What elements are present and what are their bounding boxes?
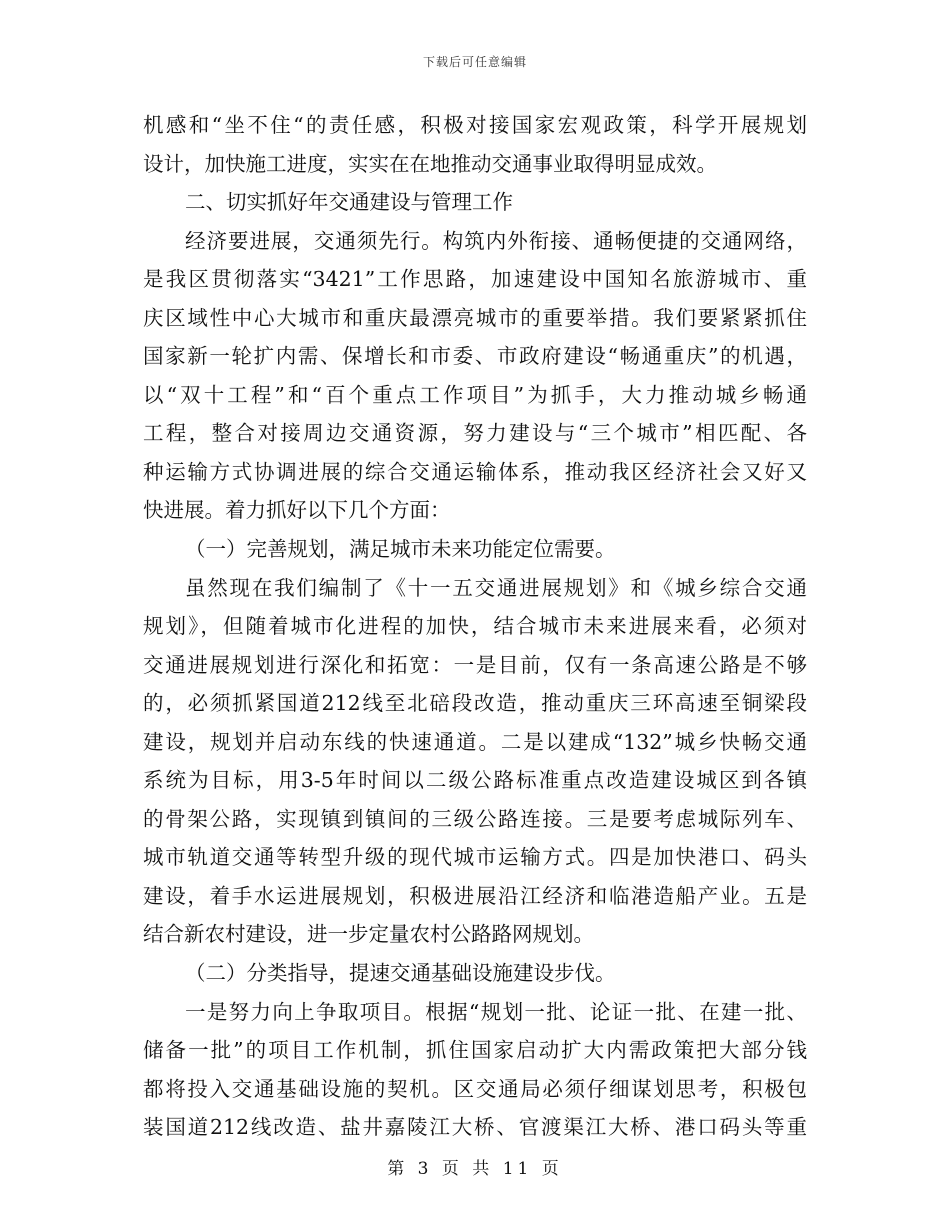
text-line: 规划》，但随着城市化进程的加快，结合城市未来进展来看，必须对	[143, 614, 807, 639]
text-line: 庆区域性中心大城市和重庆最漂亮城市的重要举措。我们要紧紧抓住	[143, 305, 807, 330]
text-line: 建设，规划并启动东线的快速通道。二是以建成“132”城乡快畅交通	[143, 729, 807, 754]
document-body	[143, 106, 807, 1147]
text-line: 二、切实抓好年交通建设与管理工作	[185, 190, 513, 215]
text-line: （一）完善规划，满足城市未来功能定位需要。	[185, 537, 616, 562]
page-header-note: 下载后可任意编辑	[422, 55, 527, 69]
text-line: 国家新一轮扩内需、保增长和市委、市政府建设“畅通重庆”的机遇，	[143, 344, 807, 369]
text-line: 的，必须抓紧国道212线至北碚段改造，推动重庆三环高速至铜梁段	[143, 691, 807, 716]
text-line: 是我区贯彻落实“3421”工作思路，加速建设中国知名旅游城市、重	[143, 267, 807, 292]
text-line: 虽然现在我们编制了《十一五交通进展规划》和《城乡综合交通	[185, 575, 807, 600]
text-line: 结合新农村建设，进一步定量农村公路路网规划。	[143, 922, 594, 947]
text-line: 储备一批”的项目工作机制，抓住国家启动扩大内需政策把大部分钱	[143, 1038, 807, 1063]
text-line: 经济要进展，交通须先行。构筑内外衔接、通畅便捷的交通网络，	[185, 228, 807, 253]
text-line: 设计，加快施工进度，实实在在地推动交通事业取得明显成效。	[143, 151, 717, 176]
text-line: 城市轨道交通等转型升级的现代城市运输方式。四是加快港口、码头	[143, 845, 807, 870]
text-line: 工程，整合对接周边交通资源，努力建设与“三个城市”相匹配、各	[143, 421, 807, 446]
text-line: 快进展。着力抓好以下几个方面：	[143, 498, 451, 523]
text-line: 交通进展规划进行深化和拓宽：一是目前，仅有一条高速公路是不够	[143, 652, 807, 677]
text-line: 机感和“坐不住“的责任感，积极对接国家宏观政策，科学开展规划	[143, 113, 807, 137]
text-line: 的骨架公路，实现镇到镇间的三级公路连接。三是要考虑城际列车、	[143, 806, 807, 831]
page-number-footer: 第 3 页 共 11 页	[387, 1159, 563, 1179]
text-line: 建设，着手水运进展规划，积极进展沿江经济和临港造船产业。五是	[143, 883, 807, 908]
text-line: （二）分类指导，提速交通基础设施建设步伐。	[185, 961, 616, 986]
text-line: 以“双十工程”和“百个重点工作项目”为抓手，大力推动城乡畅通	[143, 382, 807, 407]
text-line: 一是努力向上争取项目。根据“规划一批、论证一批、在建一批、	[185, 999, 807, 1024]
text-line: 系统为目标，用3-5年时间以二级公路标准重点改造建设城区到各镇	[143, 768, 807, 793]
text-line: 装国道212线改造、盐井嘉陵江大桥、官渡渠江大桥、港口码头等重	[143, 1115, 807, 1140]
text-line: 种运输方式协调进展的综合交通运输体系，推动我区经济社会又好又	[143, 459, 807, 484]
text-line: 都将投入交通基础设施的契机。区交通局必须仔细谋划思考，积极包	[143, 1076, 807, 1101]
